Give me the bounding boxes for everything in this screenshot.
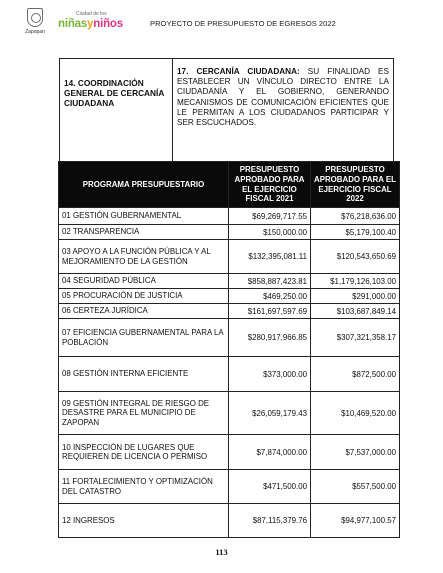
budget-2022-cell: $5,179,100.40: [311, 225, 400, 240]
unit-description-box: [59, 58, 394, 166]
header-budget-2021: PRESUPUESTO APROBADO PARA EL EJERCICIO FISCAL 2021: [229, 162, 311, 208]
program-cell: 04 SEGURIDAD PÚBLICA: [59, 274, 229, 289]
program-cell: 07 EFICIENCIA GUBERNAMENTAL PARA LA POBLACIÓN: [59, 319, 229, 357]
budget-2022-cell: $557,500.00: [311, 470, 400, 504]
program-cell: 01 GESTIÓN GUBERNAMENTAL: [59, 208, 229, 225]
budget-2021-cell: $150,000.00: [229, 225, 311, 240]
budget-2021-cell: $7,874,000.00: [229, 435, 311, 470]
program-cell: 03 APOYO A LA FUNCIÓN PÚBLICA Y AL MEJORAMIENTO DE LA GESTIÓN: [59, 240, 229, 274]
header-program: PROGRAMA PRESUPUESTARIO: [59, 162, 229, 208]
program-cell: 02 TRANSPARENCIA: [59, 225, 229, 240]
brand-word-1: niñas: [58, 18, 88, 30]
unit-name-cell: [60, 59, 173, 165]
program-title: 17. CERCANÍA CIUDADANA:: [177, 67, 300, 76]
shield-icon: [27, 8, 43, 27]
table-row: [59, 357, 400, 392]
brand-small-text: Ciudad de los: [76, 11, 107, 17]
budget-2021-cell: $161,697,597.69: [229, 304, 311, 319]
budget-2021-cell: $858,887,423.81: [229, 274, 311, 289]
budget-2021-cell: $69,269,717.55: [229, 208, 311, 225]
budget-2021-cell: $469,250.00: [229, 289, 311, 304]
budget-2021-cell: $280,917,966.85: [229, 319, 311, 357]
budget-2021-cell: $87,115,379.76: [229, 504, 311, 538]
budget-2022-cell: $103,687,849.14: [311, 304, 400, 319]
brand-word-3: niños: [93, 18, 123, 30]
budget-2022-cell: $872,500.00: [311, 357, 400, 392]
brand-word-2: y: [87, 18, 94, 30]
program-text: SU FINALIDAD ES ESTABLECER UN VÍNCULO DIRECTO ENTRE LA CIUDADANÍA Y EL GOBIERNO, GENERANDO MECANISMOS DE COMUNICACIÓN EFICIENTES QUE LE PERMITAN A LOS CIUDADANOS PARTICIPAR Y SER ESCUCHADOS.: [177, 67, 389, 128]
budget-2022-cell: $120,543,650.69: [311, 240, 400, 274]
table-row: [59, 225, 400, 240]
page-header: [22, 8, 422, 40]
seal-label: Zapopan: [25, 29, 45, 35]
table-row: [59, 289, 400, 304]
table-row: [59, 319, 400, 357]
brand-wordmark: [58, 18, 123, 30]
table-row: [59, 304, 400, 319]
budget-2021-cell: $471,500.00: [229, 470, 311, 504]
program-cell: 05 PROCURACIÓN DE JUSTICIA: [59, 289, 229, 304]
budget-2022-cell: $94,977,100.57: [311, 504, 400, 538]
program-description: [177, 67, 389, 128]
table-row: [59, 504, 400, 538]
zapopan-seal: [22, 8, 48, 38]
program-cell: 10 INSPECCIÓN DE LUGARES QUE REQUIEREN DE LICENCIA O PERMISO: [59, 435, 229, 470]
budget-2022-cell: $291,000.00: [311, 289, 400, 304]
document-title: PROYECTO DE PRESUPUESTO DE EGRESOS 2022: [150, 19, 336, 28]
budget-2022-cell: $1,179,126,103.00: [311, 274, 400, 289]
budget-table: [58, 161, 400, 538]
header-budget-2022: PRESUPUESTO APROBADO PARA EL EJERCICIO FISCAL 2022: [311, 162, 400, 208]
budget-2022-cell: $76,218,636.00: [311, 208, 400, 225]
program-cell: 09 GESTIÓN INTEGRAL DE RIESGO DE DESASTRE PARA EL MUNICIPIO DE ZAPOPAN: [59, 392, 229, 435]
city-brand-logo: [58, 11, 138, 35]
budget-2022-cell: $307,321,358.17: [311, 319, 400, 357]
table-row: [59, 435, 400, 470]
budget-2021-cell: $26,059,179.43: [229, 392, 311, 435]
program-cell: 08 GESTIÓN INTERNA EFICIENTE: [59, 357, 229, 392]
budget-2022-cell: $10,469,520.00: [311, 392, 400, 435]
table-header-row: [59, 162, 400, 208]
program-cell: 06 CERTEZA JURÍDICA: [59, 304, 229, 319]
table-row: [59, 470, 400, 504]
table-row: [59, 392, 400, 435]
unit-name: 14. COORDINACIÓN GENERAL DE CERCANÍA CIUDADANA: [64, 78, 165, 109]
program-cell: 11 FORTALECIMIENTO Y OPTIMIZACIÓN DEL CATASTRO: [59, 470, 229, 504]
program-cell: 12 INGRESOS: [59, 504, 229, 538]
table-row: [59, 208, 400, 225]
table-row: [59, 240, 400, 274]
budget-2021-cell: $132,395,081.11: [229, 240, 311, 274]
budget-2021-cell: $373,000.00: [229, 357, 311, 392]
page-number: 113: [215, 547, 228, 557]
table-row: [59, 274, 400, 289]
budget-2022-cell: $7,537,000.00: [311, 435, 400, 470]
